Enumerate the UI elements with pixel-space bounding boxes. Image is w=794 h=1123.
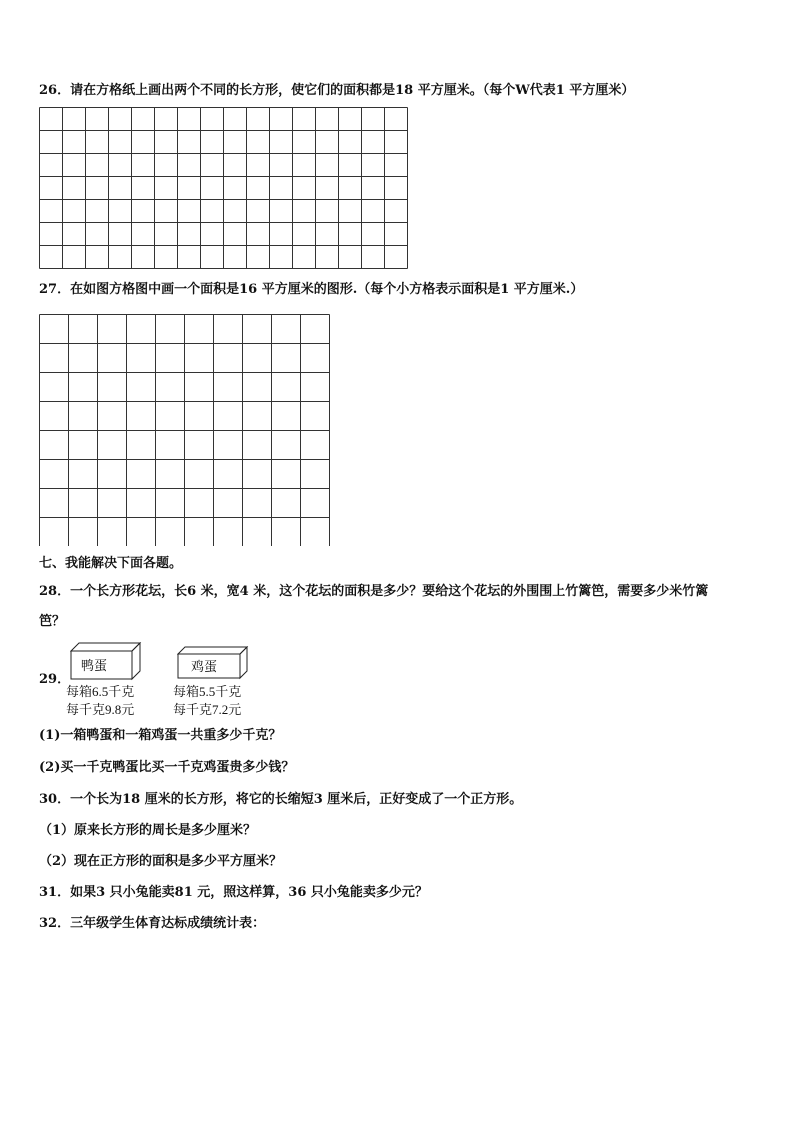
section-7-heading: 七、我能解决下面各题。 bbox=[39, 556, 183, 571]
question-29-sub-1: (1)一箱鸭蛋和一箱鸡蛋一共重多少千克？ bbox=[39, 728, 282, 743]
question-29-number: 29． bbox=[39, 672, 71, 687]
chicken-egg-label: 鸡蛋 bbox=[191, 660, 218, 675]
question-28-line-1: 28．一个长方形花坛，长6 米，宽4 米，这个花坛的面积是多少？要给这个花坛的外围围上竹篱笆，需要多少米竹篱 bbox=[39, 584, 709, 599]
chicken-egg-box-weight: 每箱5.5千克 bbox=[173, 684, 242, 699]
question-27-text: 27．在如图方格图中画一个面积是16 平方厘米的图形.（每个小方格表示面积是1 平方厘米.） bbox=[39, 282, 584, 297]
duck-egg-price: 每千克9.8元 bbox=[66, 702, 135, 717]
question-29-sub-2: (2)买一千克鸭蛋比买一千克鸡蛋贵多少钱？ bbox=[39, 760, 295, 775]
chicken-egg-box bbox=[177, 646, 249, 680]
duck-egg-box-weight: 每箱6.5千克 bbox=[66, 684, 135, 699]
duck-egg-box bbox=[70, 642, 142, 682]
question-28-line-2: 笆？ bbox=[39, 614, 66, 629]
question-32-text: 32．三年级学生体育达标成绩统计表： bbox=[39, 916, 266, 931]
question-26-text: 26．请在方格纸上画出两个不同的长方形，使它们的面积都是18 平方厘米。（每个W代表1 平方厘米） bbox=[39, 83, 635, 98]
grid-27 bbox=[39, 314, 332, 546]
grid-26 bbox=[39, 107, 409, 271]
duck-egg-label: 鸭蛋 bbox=[81, 659, 108, 674]
chicken-egg-price: 每千克7.2元 bbox=[173, 702, 242, 717]
question-30-text: 30．一个长为18 厘米的长方形，将它的长缩短3 厘米后，正好变成了一个正方形。 bbox=[39, 792, 523, 807]
question-30-sub-2: （2）现在正方形的面积是多少平方厘米？ bbox=[39, 854, 283, 869]
question-30-sub-1: （1）原来长方形的周长是多少厘米？ bbox=[39, 823, 257, 838]
question-31-text: 31．如果3 只小兔能卖81 元，照这样算，36 只小兔能卖多少元？ bbox=[39, 885, 428, 900]
